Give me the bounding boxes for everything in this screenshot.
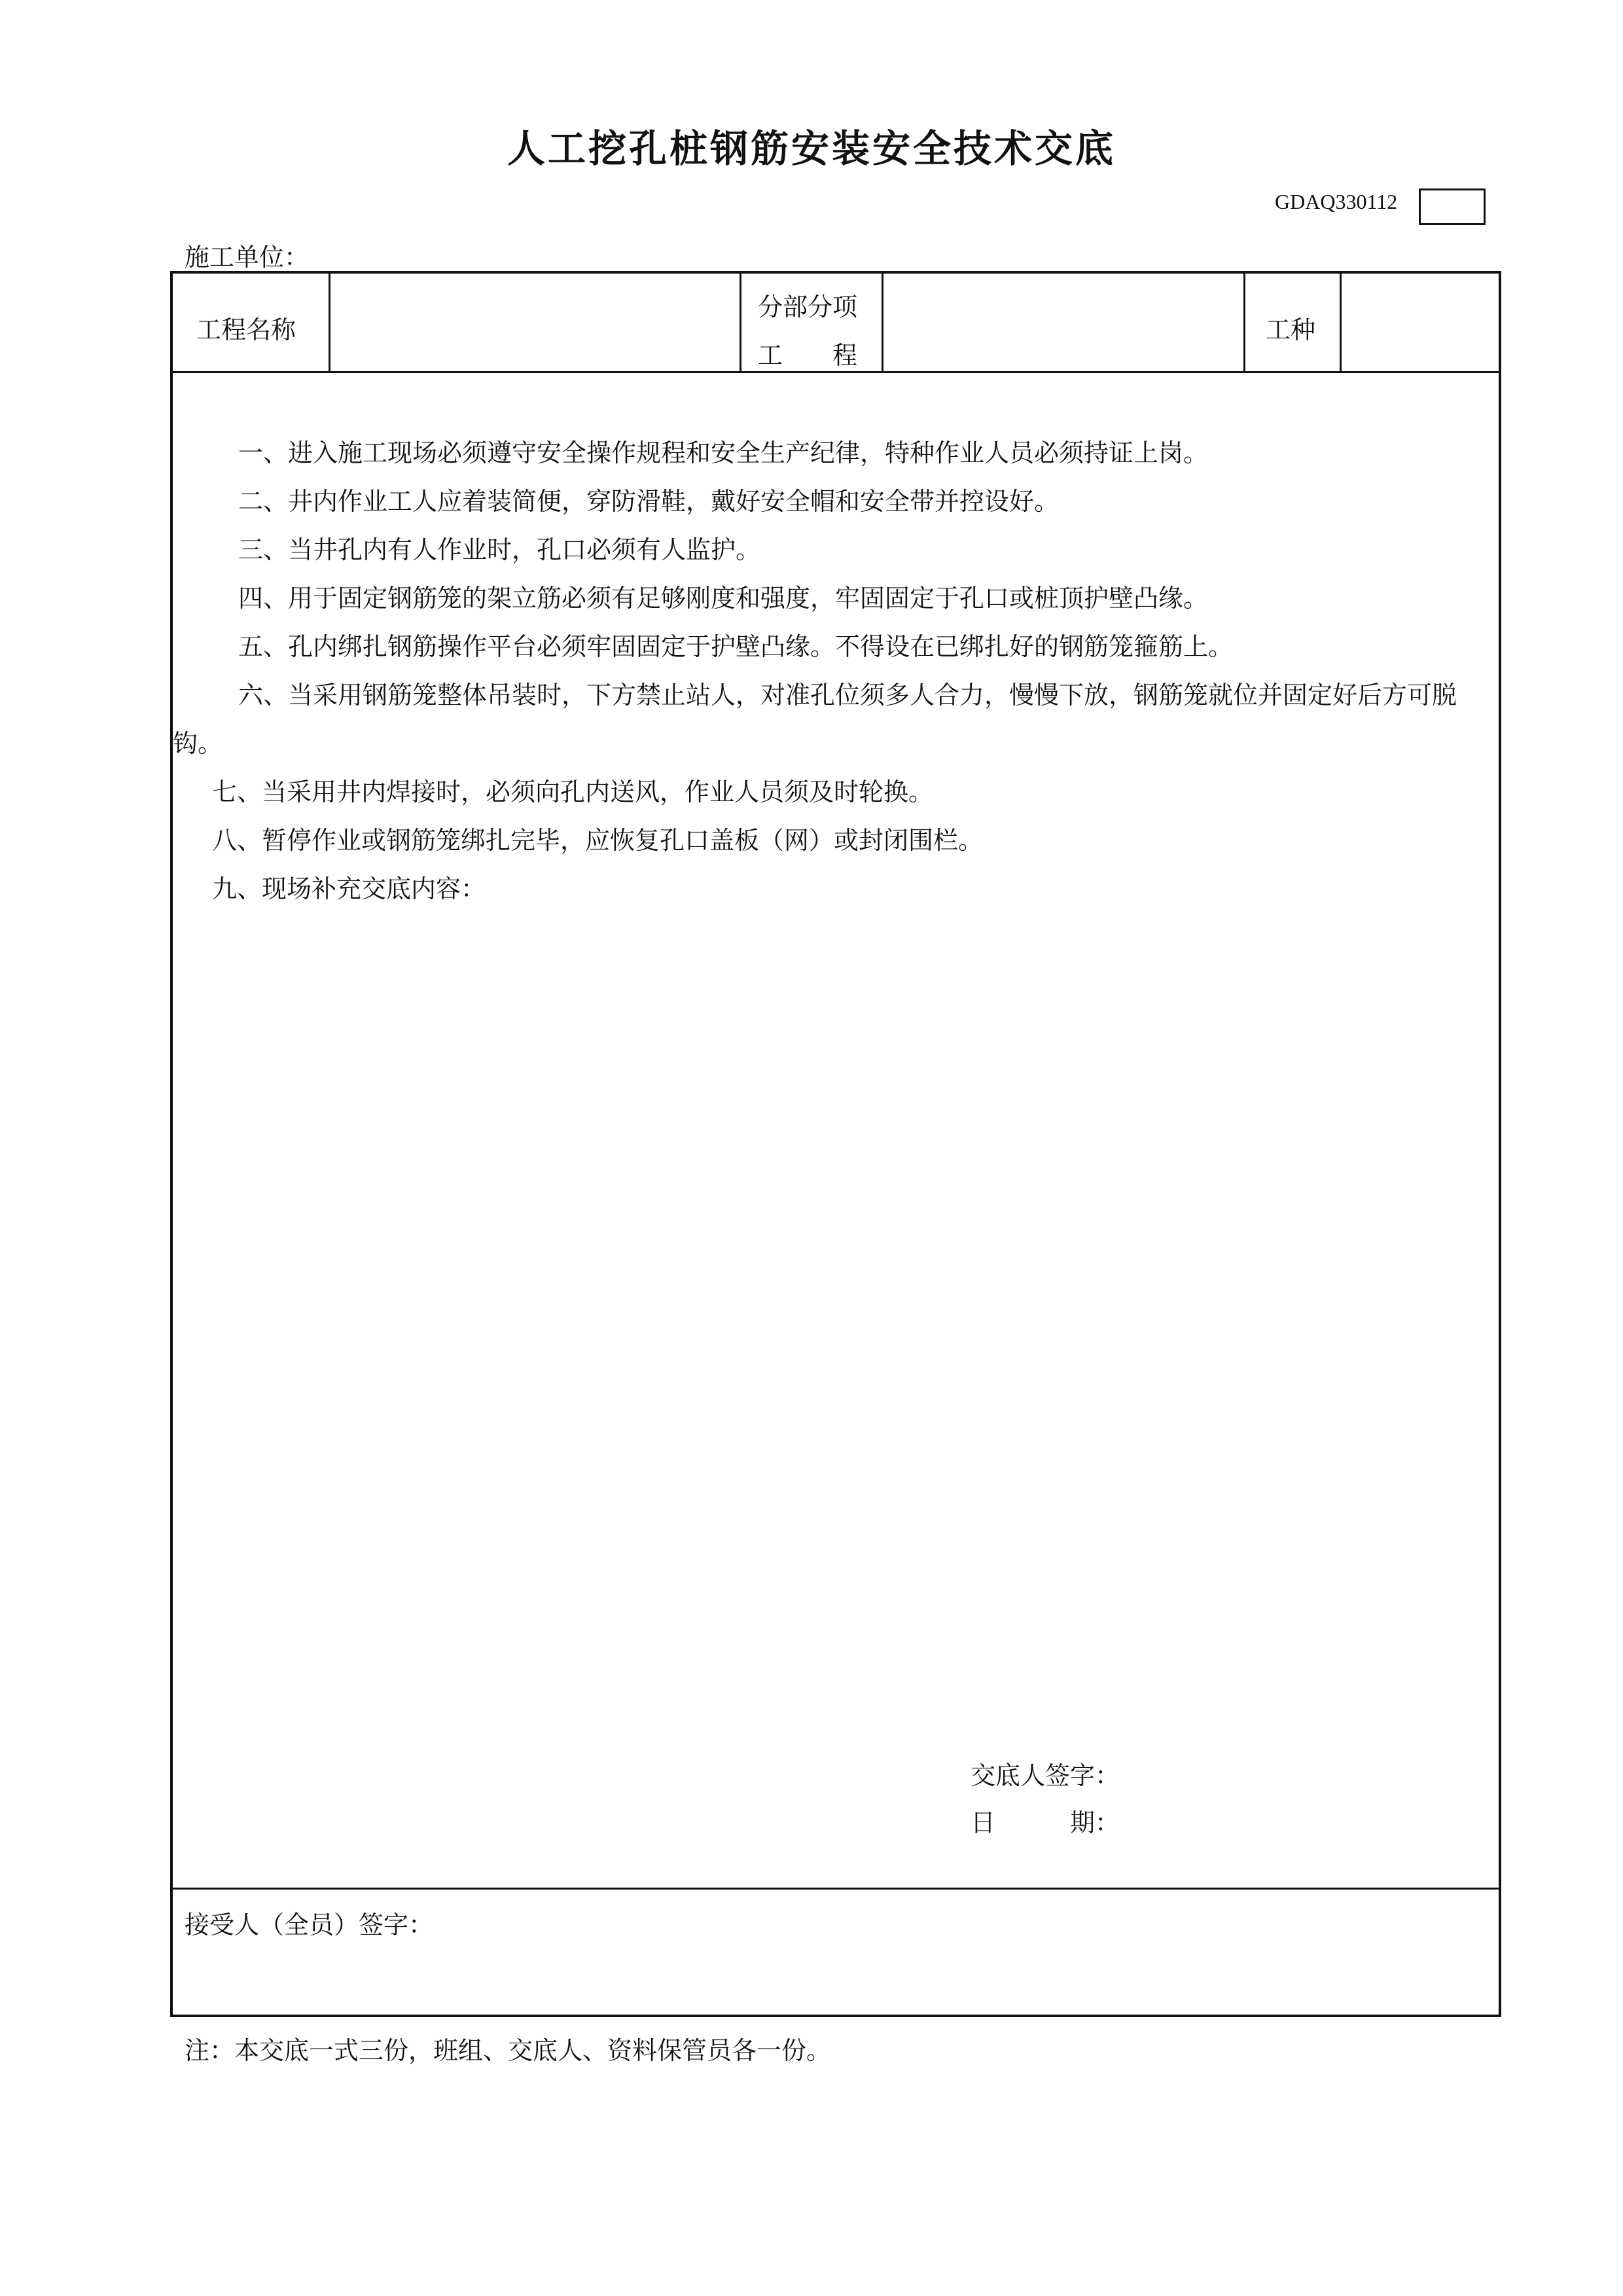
disclosure-item: 四、用于固定钢筋笼的架立筋必须有足够刚度和强度，牢固固定于孔口或桩顶护壁凸缘。: [238, 584, 1209, 613]
form-code: GDAQ330112: [1275, 190, 1398, 213]
sub-item-field[interactable]: [885, 274, 1242, 370]
header-row-divider: [170, 371, 1501, 373]
disclosure-item: 九、现场补充交底内容：: [212, 874, 486, 903]
footer-note: 注：本交底一式三份，班组、交底人、资料保管员各一份。: [185, 2036, 832, 2065]
disclosure-item: 五、孔内绑扎钢筋操作平台必须牢固固定于护壁凸缘。不得设在已绑扎好的钢筋笼箍筋上。: [238, 632, 1234, 661]
form-code-box[interactable]: [1419, 188, 1486, 225]
disclosure-item: 三、当井孔内有人作业时，孔口必须有人监护。: [238, 535, 761, 564]
disclosure-item: 六、当采用钢筋笼整体吊装时，下方禁止站人，对准孔位须多人合力，慢慢下放，钢筋笼就位并固定好后方可脱钩。: [173, 681, 1457, 758]
date-label: 日 期：: [971, 1808, 1120, 1837]
receiver-signature-label: 接受人（全员）签字：: [185, 1910, 434, 1939]
receiver-row-divider: [170, 1888, 1501, 1890]
work-type-field[interactable]: [1343, 274, 1497, 370]
document-title: 人工挖孔桩钢筋安装安全技术交底: [507, 126, 1116, 171]
disclosure-item: 二、井内作业工人应着装简便，穿防滑鞋，戴好安全帽和安全带并控设好。: [238, 487, 1060, 516]
col-divider-3: [882, 271, 883, 373]
col-divider-4: [1243, 271, 1245, 373]
col-divider-5: [1340, 271, 1342, 373]
receiver-signature-field[interactable]: [173, 1944, 1499, 2015]
sub-item-label-line1: 分部分项: [758, 293, 858, 321]
sub-item-label-line2: 工 程: [758, 341, 858, 370]
disclosure-content: [173, 429, 1495, 913]
project-name-label: 工程名称: [196, 315, 296, 344]
construction-unit-label: 施工单位：: [185, 243, 310, 272]
disclosure-item: 一、进入施工现场必须遵守安全操作规程和安全生产纪律，特种作业人员必须持证上岗。: [238, 439, 1209, 467]
disclosure-item: 八、暂停作业或钢筋笼绑扎完毕，应恢复孔口盖板（网）或封闭围栏。: [212, 826, 984, 855]
discloser-signature-label: 交底人签字：: [971, 1761, 1120, 1790]
project-name-field[interactable]: [331, 274, 738, 370]
col-divider-1: [329, 271, 330, 373]
work-type-label: 工种: [1266, 315, 1316, 344]
col-divider-2: [740, 271, 741, 373]
disclosure-item: 七、当采用井内焊接时，必须向孔内送风，作业人员须及时轮换。: [212, 778, 934, 806]
